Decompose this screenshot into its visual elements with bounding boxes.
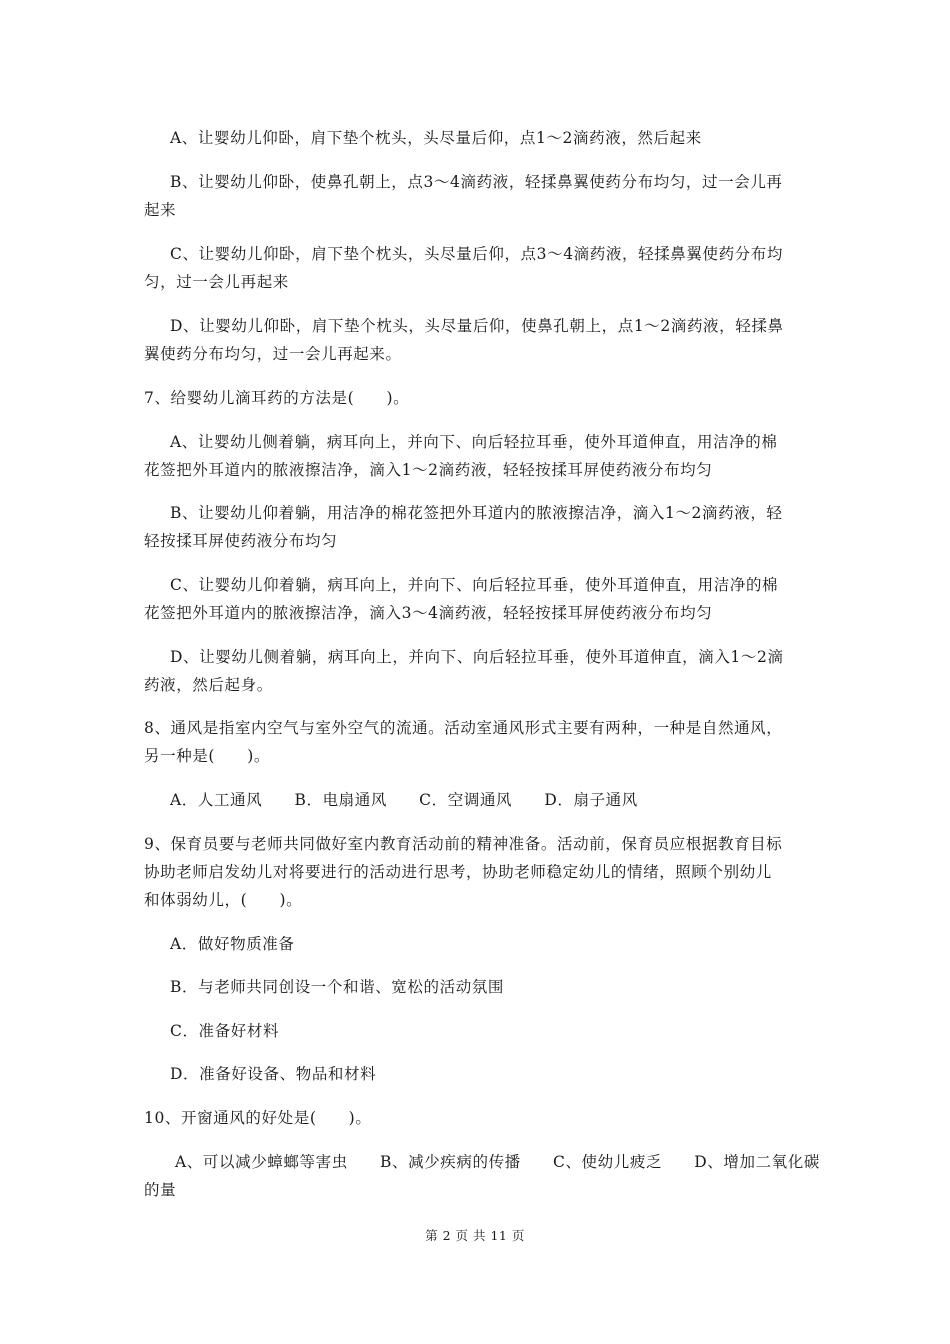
- q7-option-b-line2: 轻按揉耳屏使药液分布均匀: [144, 532, 338, 550]
- q7-option-d-line1: D、让婴幼儿侧着躺，病耳向上，并向下、向后轻拉耳垂，使外耳道伸直，滴入1～2滴: [170, 648, 784, 666]
- q7-option-d-line2: 药液，然后起身。: [144, 676, 273, 694]
- q7-option-c-line2: 花签把外耳道内的脓液擦洁净，滴入3～4滴药液，轻轻按揉耳屏使药液分布均匀: [144, 604, 713, 622]
- q9-option-c: C．准备好材料: [170, 1022, 280, 1040]
- q9-option-d: D．准备好设备、物品和材料: [170, 1065, 377, 1083]
- q10-options-line1: A、可以减少蟑螂等害虫 B、减少疾病的传播 C、使幼儿疲乏 D、增加二氧化碳: [175, 1153, 820, 1171]
- q7-option-b-line1: B、让婴幼儿仰着躺，用洁净的棉花签把外耳道内的脓液擦洁净，滴入1～2滴药液，轻: [170, 504, 783, 522]
- q8-stem-line2: 另一种是( )。: [144, 747, 270, 765]
- q10-options-line2: 的量: [144, 1181, 177, 1199]
- q6-option-b-line1: B、让婴幼儿仰卧，使鼻孔朝上，点3～4滴药液，轻揉鼻翼使药分布均匀，过一会儿再: [170, 173, 783, 191]
- q9-stem-line1: 9、保育员要与老师共同做好室内教育活动前的精神准备。活动前，保育员应根据教育目标: [144, 835, 783, 853]
- q9-stem-line3: 和体弱幼儿，( )。: [144, 891, 303, 909]
- q7-stem: 7、给婴幼儿滴耳药的方法是( )。: [144, 389, 410, 407]
- q8-options: A．人工通风 B．电扇通风 C．空调通风 D．扇子通风: [170, 791, 638, 809]
- q9-option-a: A．做好物质准备: [170, 935, 295, 953]
- q6-option-a: A、让婴幼儿仰卧，肩下垫个枕头，头尽量后仰，点1～2滴药液，然后起来: [170, 129, 702, 147]
- q7-option-a-line1: A、让婴幼儿侧着躺，病耳向上，并向下、向后轻拉耳垂，使外耳道伸直，用洁净的棉: [170, 433, 778, 451]
- q8-stem-line1: 8、通风是指室内空气与室外空气的流通。活动室通风形式主要有两种，一种是自然通风，: [144, 719, 783, 737]
- q6-option-b-line2: 起来: [144, 201, 177, 219]
- page-footer: 第 2 页 共 11 页: [425, 1228, 525, 1243]
- q6-option-c-line2: 匀，过一会儿再起来: [144, 273, 289, 291]
- q9-stem-line2: 协助老师启发幼儿对将要进行的活动进行思考，协助老师稳定幼儿的情绪，照顾个别幼儿: [144, 863, 772, 881]
- q10-stem: 10、开窗通风的好处是( )。: [144, 1109, 372, 1127]
- q6-option-d-line1: D、让婴幼儿仰卧，肩下垫个枕头，头尽量后仰，使鼻孔朝上，点1～2滴药液，轻揉鼻: [170, 317, 784, 335]
- q6-option-d-line2: 翼使药分布均匀，过一会儿再起来。: [144, 345, 402, 363]
- q7-option-c-line1: C、让婴幼儿仰着躺，病耳向上，并向下、向后轻拉耳垂，使外耳道伸直，用洁净的棉: [170, 576, 779, 594]
- q7-option-a-line2: 花签把外耳道内的脓液擦洁净，滴入1～2滴药液，轻轻按揉耳屏使药液分布均匀: [144, 461, 713, 479]
- q6-option-c-line1: C、让婴幼儿仰卧，肩下垫个枕头，头尽量后仰，点3～4滴药液，轻揉鼻翼使药分布均: [170, 245, 783, 263]
- q9-option-b: B．与老师共同创设一个和谐、宽松的活动氛围: [170, 978, 504, 996]
